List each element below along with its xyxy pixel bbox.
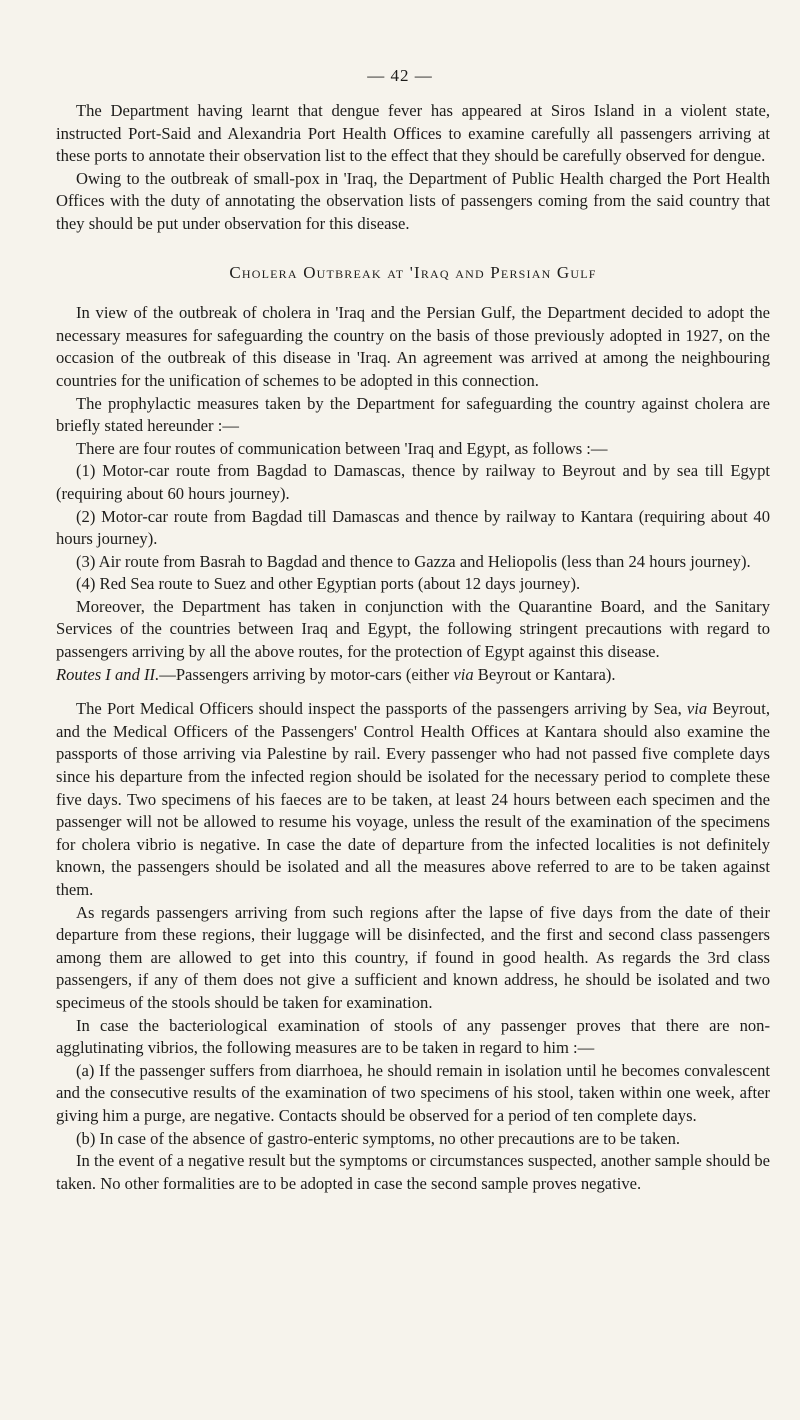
port-medical-via: via: [686, 699, 708, 719]
paragraph-measure-a: (a) If the passenger suffers from diarrhoea, he should remain in isolation until he becomes convalescent and the consecutive results of the examination of two specimens of his stool, taken within one week, after giving him a purge, are negative. Contacts should be observed for a period of ten complete days.: [56, 1060, 770, 1125]
page-number: — 42 —: [367, 66, 433, 85]
paragraph-bacteriological: In case the bacteriological examination of stools of any passenger proves that there are non-agglutinating vibrios, the following measures are to be taken in regard to him :—: [56, 1015, 770, 1058]
section-heading: Cholera Outbreak at 'Iraq and Persian Gulf: [229, 262, 597, 282]
paragraph-negative-result: In the event of a negative result but the symptoms or circumstances suspected, another sample should be taken. No other formalities are to be adopted in case the second sample proves negative.: [56, 1151, 770, 1193]
port-medical-part-1: The Port Medical Officers should inspect the passports of the passengers arriving by Sea,: [76, 699, 687, 719]
paragraph-after-five-days: As regards passengers arriving from such regions after the lapse of five days from the date of their departure from these regions, their luggage will be disinfected, and the first and second class passengers among them are allowed to get into this country, if found in good health. As regards the 3rd class passengers, if any of them does not give a sufficient and known address, he should be isolated and two specimeus of the stools should be taken for examination.: [56, 902, 770, 1012]
paragraph-measure-b: (b) In case of the absence of gastro-enteric symptoms, no other precautions are to be taken.: [76, 1128, 681, 1148]
paragraph-dengue: The Department having learnt that dengue fever has appeared at Siros Island in a violent state, instructed Port-Said and Alexandria Port Health Offices to examine carefully all passengers arriving at these ports to annotate their observation list to the effect that they should be carefully observed for dengue.: [56, 101, 770, 166]
routes-heading-label: Routes I and II.: [56, 664, 160, 684]
paragraph-four-routes: There are four routes of communication between 'Iraq and Egypt, as follows :—: [76, 438, 608, 458]
port-medical-part-2: Beyrout, and the Medical Officers of the Passengers' Control Health Offices at Kantara should also examine the passports of those arriving via Palestine by rail. Every passenger who had not passed five complete days since his departure from the infected region should be isolated for the necessary period to complete these five days. Two specimens of his faeces are to be taken, at least 24 hours between each specimen and the passenger will not be allowed to resume his voyage, unless the result of the examination of the specimens for cholera vibrio is negative. In case the date of departure from the infected localities is not definitely known, the passengers should be isolated and all the measures above referred to are to be taken against them.: [56, 699, 770, 899]
paragraph-prophylactic: The prophylactic measures taken by the Department for safeguarding the country against cholera are briefly stated hereunder :—: [56, 393, 770, 436]
route-3: (3) Air route from Basrah to Bagdad and thence to Gazza and Heliopolis (less than 24 hours journey).: [76, 551, 751, 571]
paragraph-moreover: Moreover, the Department has taken in conjunction with the Quarantine Board, and the Sanitary Services of the countries between Iraq and Egypt, the following stringent precautions with regard to passengers arriving by all the above routes, for the protection of Egypt against this disease.: [56, 596, 770, 662]
paragraph-smallpox: Owing to the outbreak of small-pox in 'Iraq, the Department of Public Health charged the Port Health Offices with the duty of annotating the observation lists of passengers coming from the said country that they should be put under observation for this disease.: [56, 168, 770, 233]
route-1: (1) Motor-car route from Bagdad to Damascas, thence by railway to Beyrout and by sea till Egypt (requiring about 60 hours journey).: [56, 461, 770, 503]
document-body: [56, 100, 770, 1195]
paragraph-port-medical: [56, 698, 770, 901]
route-4: (4) Red Sea route to Suez and other Egyptian ports (about 12 days journey).: [76, 574, 581, 594]
paragraph-cholera-view: In view of the outbreak of cholera in 'Iraq and the Persian Gulf, the Department decided to adopt the necessary measures for safeguarding the country on the basis of those previously adopted in 1927, on the occasion of the outbreak of this disease in 'Iraq. An agreement was arrived at among the neighbouring countries for the unification of schemes to be adopted in this connection.: [56, 303, 770, 390]
routes-heading-text-2: Beyrout or Kantara).: [473, 664, 616, 684]
routes-heading: [56, 664, 770, 687]
routes-heading-via: via: [453, 664, 474, 684]
routes-heading-text-1: —Passengers arriving by motor-cars (either: [159, 664, 454, 684]
route-2: (2) Motor-car route from Bagdad till Damascas and thence by railway to Kantara (requiring about 40 hours journey).: [56, 506, 770, 549]
